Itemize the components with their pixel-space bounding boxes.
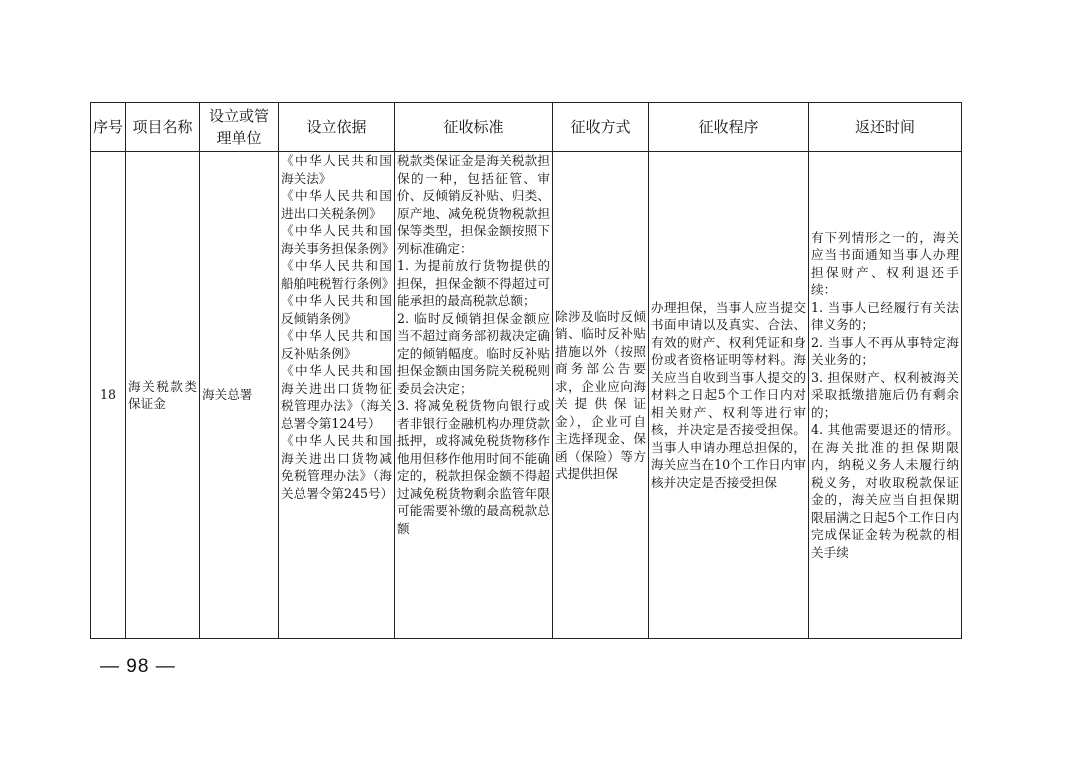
basis-item: 《中华人民共和国进出口关税条例》 — [281, 188, 392, 221]
basis-item: 《中华人民共和国海关法》 — [281, 153, 392, 186]
refund-intro: 有下列情形之一的，海关应当书面通知当事人办理担保财产、权利退还手续： — [811, 229, 959, 298]
basis-item: 《中华人民共和国反倾销条例》 — [281, 293, 392, 326]
header-refund: 返还时间 — [809, 103, 962, 152]
basis-item: 《中华人民共和国反补贴条例》 — [281, 328, 392, 361]
refund-item: 2. 当事人不再从事特定海关业务的； — [811, 334, 959, 368]
page-number: — 98 — — [100, 656, 176, 677]
header-method: 征收方式 — [553, 103, 649, 152]
basis-item: 《中华人民共和国海关事务担保条例》 — [281, 223, 395, 256]
header-standard: 征收标准 — [395, 103, 553, 152]
cell-standard — [395, 152, 553, 639]
cell-refund — [809, 152, 962, 639]
cell-basis — [279, 152, 395, 639]
table-header-row — [91, 103, 962, 152]
cell-seq: 18 — [91, 152, 126, 639]
header-basis: 设立依据 — [279, 103, 395, 152]
standard-item: 1. 为提前放行货物提供的担保，担保金额不得超过可能承担的最高税款总额； — [397, 258, 550, 308]
refund-item: 1. 当事人已经履行有关法律义务的； — [811, 299, 959, 333]
cell-procedure: 办理担保，当事人应当提交书面申请以及真实、合法、有效的财产、权利凭证和身份或者资格证明等材料。海关应当自收到当事人提交的材料之日起5个工作日内对相关财产、权利等进行审核，并决定是否接受担保。当事人申请办理总担保的，海关应当在10个工作日内审核并决定是否接受担保 — [649, 152, 809, 639]
refund-item: 3. 担保财产、权利被海关采取抵缴措施后仍有剩余的； — [811, 369, 959, 420]
basis-item: 《中华人民共和国海关进出口货物减免税管理办法》（海关总署令第245号） — [281, 433, 394, 501]
header-procedure: 征收程序 — [649, 103, 809, 152]
table-row — [91, 152, 962, 639]
cell-name: 海关税款类保证金 — [126, 152, 200, 639]
basis-item: 《中华人民共和国船舶吨税暂行条例》 — [281, 258, 395, 291]
header-seq: 序号 — [91, 103, 126, 152]
cell-unit: 海关总署 — [200, 152, 279, 639]
header-unit: 设立或管理单位 — [200, 103, 279, 152]
cell-method: 除涉及临时反倾销、临时反补贴措施以外（按照商务部公告要求，企业应向海关提供保证金），企业可自主选择现金、保函（保险）等方式提供担保 — [553, 152, 649, 639]
basis-item: 《中华人民共和国海关进出口货物征税管理办法》（海关总署令第124号） — [281, 363, 392, 431]
standard-item: 3. 将减免税货物向银行或者非银行金融机构办理贷款抵押，或将减免税货物移作他用但移作他用时间不能确定的，税款担保金额不得超过减免税货物剩余监管年限可能需要补缴的最高税款总额 — [397, 398, 550, 536]
standard-item: 2. 临时反倾销担保金额应当不超过商务部初裁决定确定的倾销幅度。临时反补贴担保金额由国务院关税税则委员会决定； — [397, 310, 550, 396]
refund-item: 4. 其他需要退还的情形。在海关批准的担保期限内，纳税义务人未履行纳税义务，对收取税款保证金的，海关应当自担保期限届满之日起5个工作日内完成保证金转为税款的相关手续 — [811, 422, 959, 560]
standard-intro: 税款类保证金是海关税款担保的一种，包括征管、审价、反倾销反补贴、归类、原产地、减免税货物税款担保等类型，担保金额按照下列标准确定： — [397, 153, 550, 256]
header-name: 项目名称 — [126, 103, 200, 152]
fee-table — [90, 102, 962, 639]
